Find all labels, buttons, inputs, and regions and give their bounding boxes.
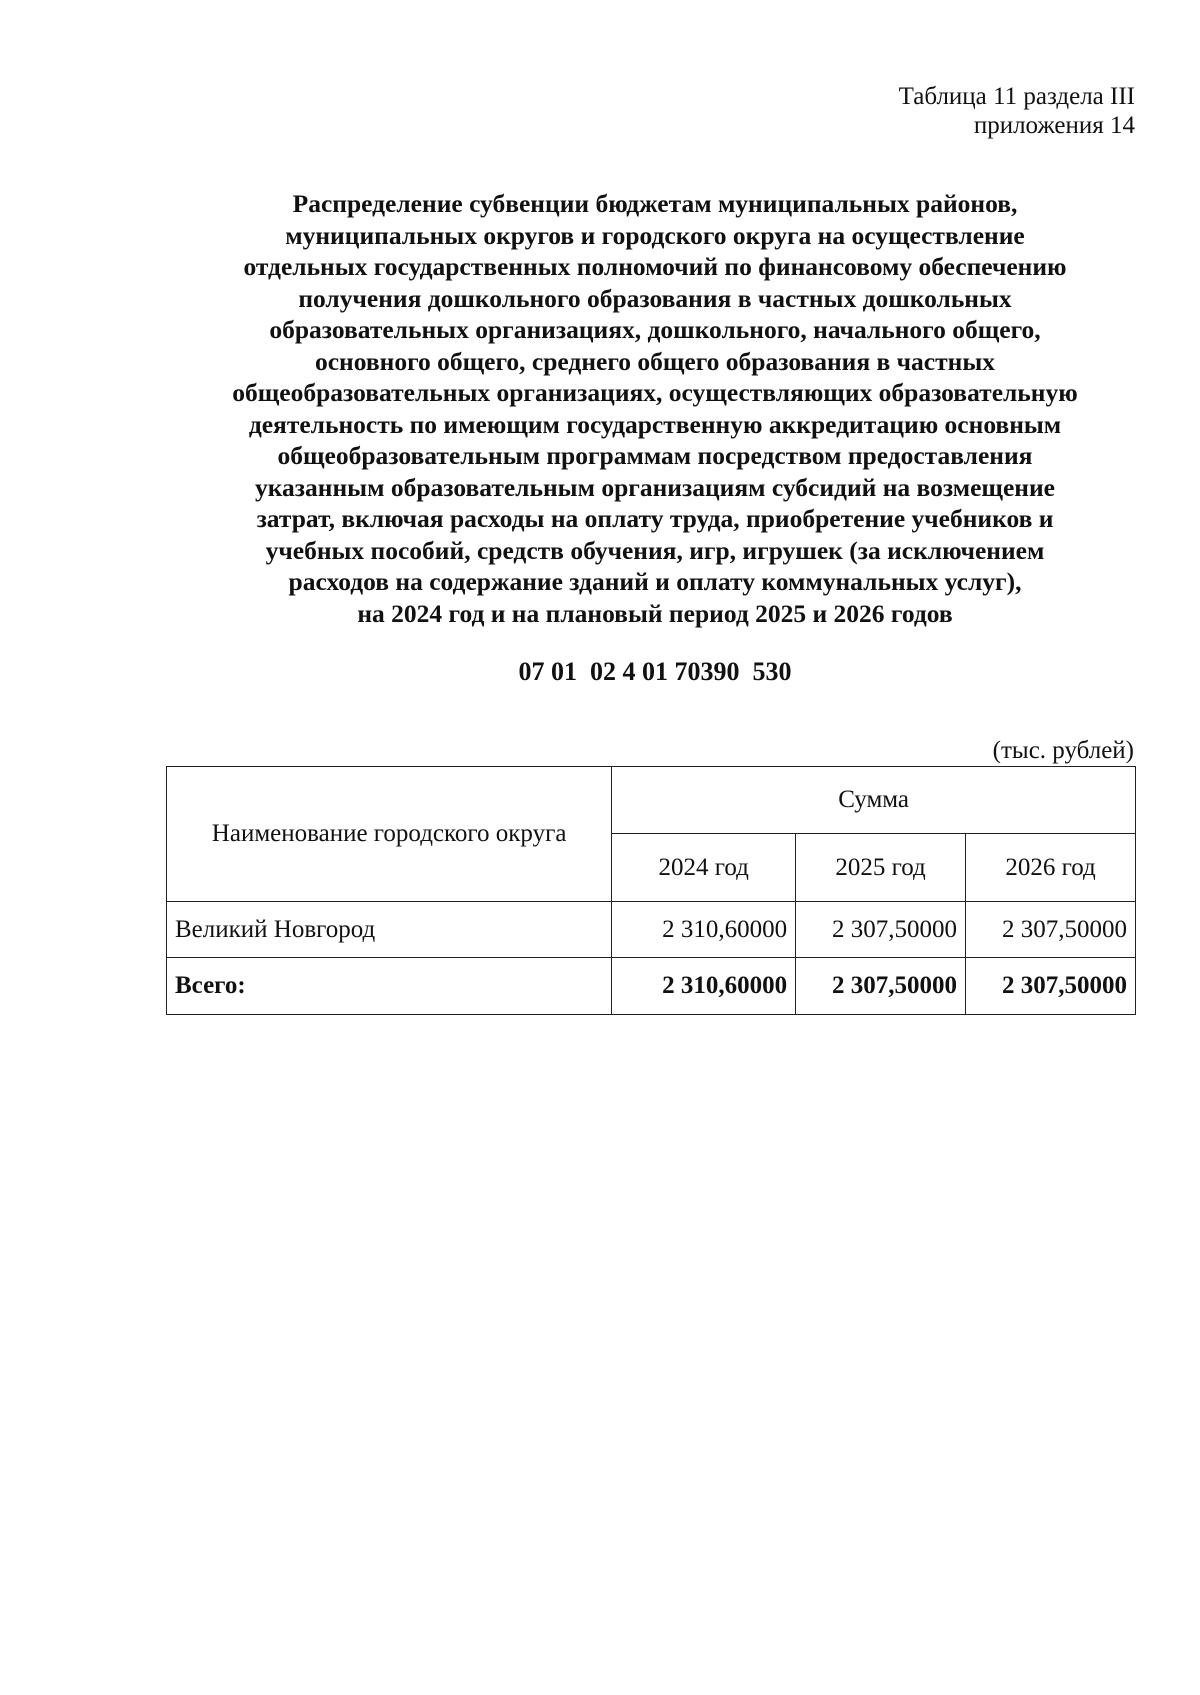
- column-header-year: 2026 год: [966, 834, 1136, 902]
- total-label: Всего:: [167, 958, 612, 1015]
- table-row: [167, 902, 1136, 958]
- subvention-table: [166, 766, 1136, 1015]
- title-line: затрат, включая расходы на оплату труда, приобретение учебников и: [256, 504, 1054, 533]
- document-title: [120, 188, 1190, 629]
- column-header-name: Наименование городского округа: [167, 767, 612, 902]
- units-label: (тыс. рублей): [992, 737, 1134, 764]
- column-header-year: 2024 год: [612, 834, 796, 902]
- row-value: 2 307,50000: [966, 902, 1136, 958]
- row-name: Великий Новгород: [167, 902, 612, 958]
- title-line: деятельность по имеющим государственную аккредитацию основным: [248, 409, 1062, 439]
- title-line: получения дошкольного образования в частных дошкольных: [298, 283, 1012, 313]
- budget-classification-code: 07 01 02 4 01 70390 530: [518, 657, 792, 686]
- title-line: образовательных организациях, дошкольного, начального общего,: [269, 315, 1041, 344]
- title-line: муниципальных округов и городского округа на осуществление: [285, 220, 1025, 250]
- table-reference: [899, 82, 1135, 140]
- title-line: учебных пособий, средств обучения, игр, игрушек (за исключением: [265, 535, 1045, 565]
- title-line: на 2024 год и на плановый период 2025 и 2026 годов: [357, 598, 953, 628]
- total-value: 2 307,50000: [966, 958, 1136, 1015]
- title-line: расходов на содержание зданий и оплату коммунальных услуг),: [288, 567, 1022, 596]
- title-line: указанным образовательным организациям субсидий на возмещение: [254, 472, 1055, 502]
- table-total-row: [167, 958, 1136, 1015]
- title-line: отдельных государственных полномочий по финансовому обеспечению: [243, 252, 1067, 281]
- title-line: общеобразовательным программам посредством предоставления: [277, 441, 1033, 470]
- title-line: основного общего, среднего общего образования в частных: [314, 346, 996, 376]
- total-value: 2 310,60000: [612, 958, 796, 1015]
- total-value: 2 307,50000: [796, 958, 966, 1015]
- row-value: 2 310,60000: [612, 902, 796, 958]
- title-line: Распределение субвенции бюджетам муниципальных районов,: [292, 189, 1018, 218]
- title-line: общеобразовательных организациях, осуществляющих образовательную: [232, 378, 1078, 407]
- reference-line-1: Таблица 11 раздела III: [898, 83, 1135, 110]
- column-header-sum: Сумма: [612, 767, 1136, 834]
- table-header-row: [167, 767, 1136, 834]
- row-value: 2 307,50000: [796, 902, 966, 958]
- column-header-year: 2025 год: [796, 834, 966, 902]
- reference-line-2: приложения 14: [973, 112, 1135, 139]
